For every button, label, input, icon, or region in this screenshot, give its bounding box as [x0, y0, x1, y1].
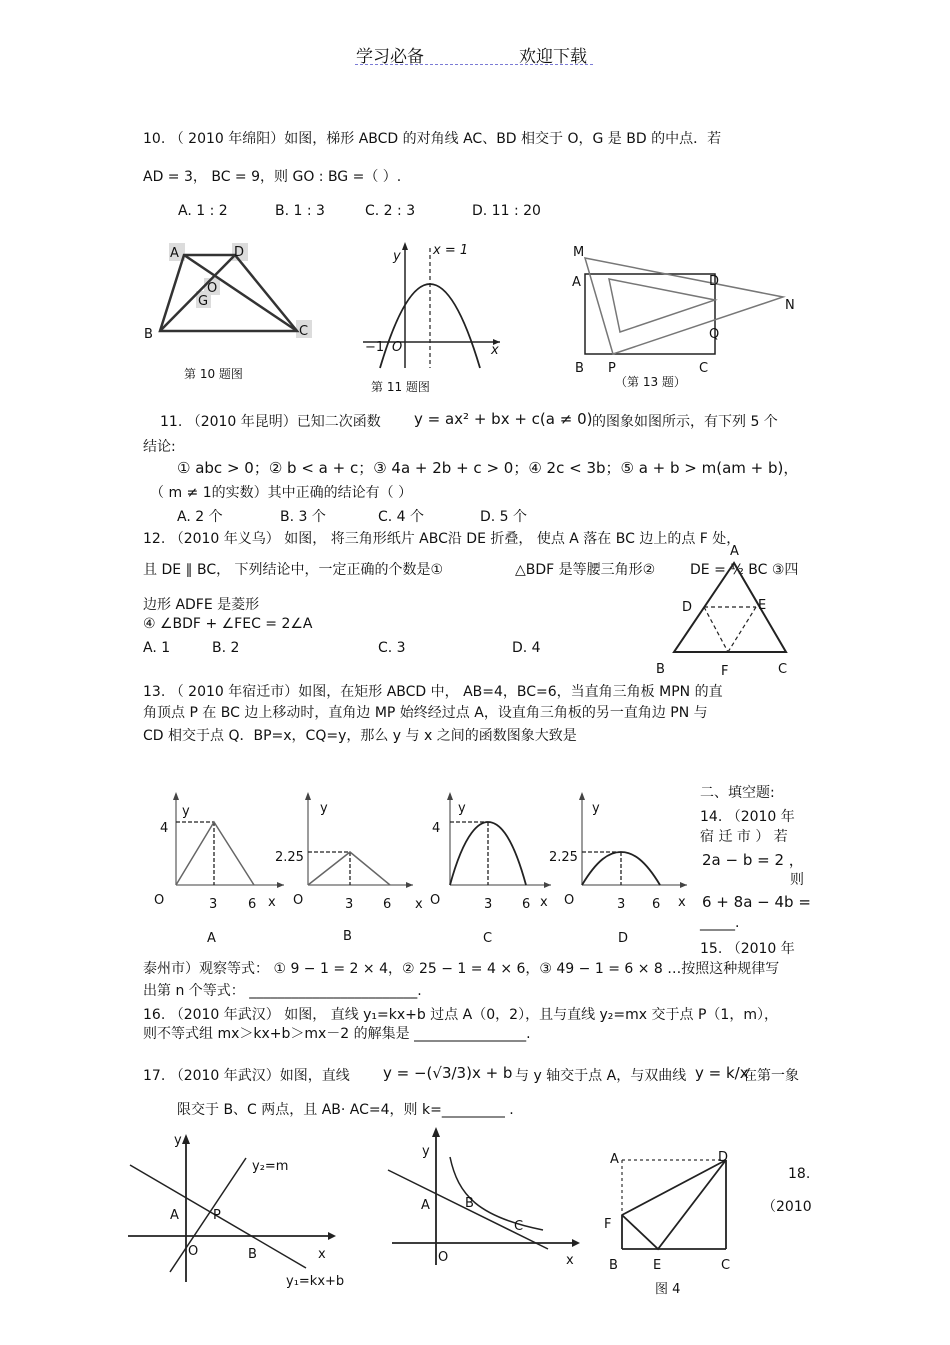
- q13-graph-b: [275, 790, 425, 950]
- graph-b-origin: O: [293, 893, 304, 908]
- fig16-line-y2: [170, 1158, 246, 1272]
- fig16-y-arrow: [182, 1134, 190, 1144]
- q10-option-b: B. 1 : 3: [275, 203, 325, 219]
- fig12-label-e: E: [758, 598, 767, 613]
- fig11-label-o: O: [392, 340, 403, 355]
- fig10-label-a: A: [170, 246, 179, 261]
- graph-b-letter: B: [343, 929, 352, 944]
- fig13-label-c: C: [699, 361, 709, 376]
- graph-a-line: [176, 822, 254, 885]
- fig10-label-c: C: [299, 324, 309, 339]
- fig17-label-y: y: [422, 1144, 430, 1159]
- fig16-x-arrow: [328, 1232, 336, 1240]
- q12-option-d: D. 4: [512, 640, 541, 656]
- q17-line1b: 与 y 轴交于点 A，与双曲线: [515, 1068, 687, 1084]
- fig11-label-y: y: [393, 249, 401, 264]
- q17-line1c: 在第一象: [743, 1068, 799, 1084]
- q11-conclusions: ① abc > 0；② b < a + c；③ 4a + 2b + c > 0；④ 2c < 3b；⑤ a + b > m(am + b)，: [177, 459, 799, 477]
- fig18-label-e: E: [653, 1258, 662, 1273]
- graph-c-x-label: x: [540, 895, 548, 910]
- fig11-label-minus1: −1: [365, 340, 385, 355]
- q11-line4: （ m ≠ 1的实数）其中正确的结论有（ ）: [150, 485, 413, 501]
- q17-formula2: y = k/x: [695, 1064, 749, 1082]
- q12-line2c: DE = ½ BC ③四: [690, 562, 799, 578]
- fig13-label-a: A: [572, 275, 581, 290]
- fig17-label-x: x: [566, 1253, 574, 1268]
- q17-line1a: 17. （2010 年武汉）如图，直线: [143, 1068, 350, 1084]
- q11-line1a: 11. （2010 年昆明）已知二次函数: [160, 414, 381, 430]
- fig12-label-f: F: [721, 664, 729, 679]
- fig11-y-arrow: [402, 242, 408, 250]
- fig12-label-a: A: [730, 544, 739, 559]
- fig12-folded-triangle: [650, 544, 805, 680]
- graph-d-xend: 6: [652, 897, 661, 912]
- q16-line1: 16. （2010 年武汉） 如图， 直线 y₁=kx+b 过点 A（0，2），且与直线 y₂=mx 交于点 P（1，m），: [143, 1007, 778, 1023]
- fig12-label-d: D: [682, 600, 693, 615]
- fig16-label-a: A: [170, 1208, 179, 1223]
- fig18-label-a: A: [610, 1152, 619, 1167]
- fig18-label-f: F: [604, 1217, 612, 1232]
- q10-option-a: A. 1 : 2: [178, 203, 228, 219]
- fill-title: 二、填空题:: [700, 785, 775, 801]
- fig11-caption: 第 11 题图: [371, 380, 430, 394]
- graph-c-y-label: y: [458, 801, 466, 816]
- q10-option-d: D. 11 : 20: [472, 203, 541, 219]
- q13-graph-c: [425, 790, 555, 950]
- graph-b-y-arrow: [305, 792, 311, 800]
- graph-c-ymax: 4: [432, 821, 441, 836]
- graph-a-y-label: y: [182, 804, 190, 819]
- q11-option-b: B. 3 个: [280, 509, 326, 525]
- graph-c-y-arrow: [447, 792, 453, 800]
- q11-line1b: 的图象如图所示，有下列 5 个: [592, 414, 778, 430]
- fig18-square: [600, 1145, 750, 1300]
- q18-line1: 18.: [788, 1166, 811, 1182]
- fig13-label-m: M: [573, 245, 585, 260]
- fig18-caption: 图 4: [655, 1282, 681, 1297]
- fig18-label-b: B: [609, 1258, 618, 1273]
- graph-d-x-arrow: [680, 882, 687, 888]
- fig17-label-b: B: [465, 1196, 474, 1211]
- graph-a-xmid: 3: [209, 897, 218, 912]
- q12-line4: ④ ∠BDF + ∠FEC = 2∠A: [143, 616, 313, 632]
- fig11-parabola: [355, 238, 505, 373]
- graph-a-xend: 6: [248, 897, 257, 912]
- fig17-y-arrow: [432, 1127, 440, 1137]
- q11-option-a: A. 2 个: [177, 509, 223, 525]
- fig10-label-b: B: [144, 327, 153, 342]
- q12-line2a: 且 DE ∥ BC， 下列结论中，一定正确的个数是①: [143, 562, 444, 578]
- graph-b-x-arrow: [406, 882, 413, 888]
- q15-line2: 泰州市）观察等式： ① 9 − 1 = 2 × 4，② 25 − 1 = 4 × 6，③ 49 − 1 = 6 × 8 …按照这种规律写: [143, 961, 780, 977]
- q12-option-c: C. 3: [378, 640, 406, 656]
- q18-line2: （2010: [762, 1199, 812, 1215]
- q17-formula1: y = −(√3/3)x + b: [383, 1064, 513, 1082]
- fig13-label-q: Q: [709, 327, 720, 342]
- q14-line4: 则: [790, 872, 804, 888]
- header-right: 欢迎下载: [519, 47, 587, 67]
- fig13-label-n: N: [785, 298, 795, 313]
- fig10-label-g: G: [198, 294, 209, 309]
- fig17-label-c: C: [514, 1219, 524, 1234]
- fig13-caption: （第 13 题）: [615, 375, 686, 389]
- graph-d-curve: [582, 852, 660, 885]
- fig13-inner-triangle: [609, 279, 715, 332]
- fig16-lines: [128, 1132, 358, 1292]
- fig16-label-b: B: [248, 1247, 257, 1262]
- graph-b-y-label: y: [320, 801, 328, 816]
- graph-d-y-arrow: [579, 792, 585, 800]
- fig10-label-o: O: [207, 281, 218, 296]
- fig16-label-y2: y₂=m: [252, 1159, 289, 1174]
- graph-b-x-label: x: [415, 897, 423, 912]
- q10-line1: 10. （ 2010 年绵阳）如图，梯形 ABCD 的对角线 AC、BD 相交于 O，G 是 BD 的中点．若: [143, 131, 722, 147]
- q12-line3: 边形 ADFE 是菱形: [143, 597, 260, 613]
- fig10-caption: 第 10 题图: [184, 367, 243, 381]
- fig11-label-x: x: [491, 343, 499, 358]
- fig13-rectangle-triangle: [565, 242, 805, 382]
- graph-a-ymax: 4: [160, 821, 169, 836]
- graph-d-y-label: y: [592, 801, 600, 816]
- q14-line3: 2a − b = 2 ，: [702, 851, 804, 869]
- graph-d-origin: O: [564, 893, 575, 908]
- graph-c-letter: C: [483, 931, 493, 946]
- q11-formula: y = ax² + bx + c(a ≠ 0): [414, 410, 593, 428]
- q11-line2: 结论:: [143, 439, 176, 455]
- q16-line2: 则不等式组 mx＞kx+b＞mx－2 的解集是 ________________.: [143, 1026, 531, 1042]
- graph-c-origin: O: [430, 893, 441, 908]
- fig17-curve: [450, 1157, 543, 1230]
- q15-line3: 出第 n 个等式： ________________________.: [143, 983, 422, 999]
- q10-option-c: C. 2 : 3: [365, 203, 416, 219]
- fig18-fold: [622, 1160, 726, 1249]
- fig10-label-d: D: [234, 245, 245, 260]
- graph-a-origin: O: [154, 893, 165, 908]
- graph-d-letter: D: [618, 931, 629, 946]
- graph-a-y-arrow: [173, 792, 179, 800]
- fig12-label-c: C: [778, 662, 788, 677]
- q13-line3: CD 相交于点 Q．BP=x，CQ=y，那么 y 与 x 之间的函数图象大致是: [143, 728, 577, 744]
- fig16-label-y1: y₁=kx+b: [286, 1274, 345, 1289]
- graph-c-xend: 6: [522, 897, 531, 912]
- fig16-label-x: x: [318, 1247, 326, 1262]
- graph-c-xmid: 3: [484, 897, 493, 912]
- fig17-label-a: A: [421, 1198, 430, 1213]
- fig13-label-b: B: [575, 361, 584, 376]
- fig18-label-c: C: [721, 1258, 731, 1273]
- fig13-label-d: D: [709, 274, 720, 289]
- fig16-label-p: P: [213, 1208, 221, 1223]
- q15-line1: 15. （2010 年: [700, 941, 795, 957]
- graph-a-letter: A: [207, 931, 216, 946]
- q11-option-c: C. 4 个: [378, 509, 425, 525]
- fig12-label-b: B: [656, 662, 665, 677]
- fig17-label-o: O: [438, 1250, 449, 1265]
- q14-line2: 宿 迁 市 ） 若: [700, 829, 788, 845]
- q14-line6: _____.: [700, 915, 740, 931]
- fig17-hyperbola: [388, 1125, 593, 1275]
- header-underline: [355, 64, 593, 65]
- fig18-label-d: D: [718, 1150, 729, 1165]
- graph-d-ymax: 2.25: [549, 850, 578, 865]
- fig12-fold-df: [704, 607, 728, 652]
- fig16-label-o: O: [188, 1244, 199, 1259]
- graph-b-ymax: 2.25: [275, 850, 304, 865]
- fig13-label-p: P: [608, 361, 616, 376]
- fig10-trapezoid-shape: [160, 255, 297, 331]
- q12-option-b: B. 2: [212, 640, 240, 656]
- q14-line5: 6 + 8a − 4b =: [702, 893, 811, 911]
- q12-line1: 12. （2010 年义乌） 如图， 将三角形纸片 ABC沿 DE 折叠， 使点 A 落在 BC 边上的点 F 处，: [143, 531, 741, 547]
- graph-b-line: [308, 852, 390, 885]
- q11-option-d: D. 5 个: [480, 509, 528, 525]
- fig10-trapezoid: [140, 240, 320, 350]
- header-left: 学习必备: [356, 47, 424, 67]
- graph-d-xmid: 3: [617, 897, 626, 912]
- graph-b-xmid: 3: [345, 897, 354, 912]
- fig11-label-x1: x = 1: [433, 243, 469, 258]
- q13-line1: 13. （ 2010 年宿迁市）如图，在矩形 ABCD 中， AB=4，BC=6，当直角三角板 MPN 的直: [143, 684, 723, 700]
- graph-a-x-label: x: [268, 895, 276, 910]
- q13-graph-d: [545, 790, 695, 950]
- q12-option-a: A. 1: [143, 640, 171, 656]
- q14-line1: 14. （2010 年: [700, 809, 795, 825]
- fig16-label-y: y: [174, 1133, 182, 1148]
- q13-graph-a: [150, 790, 285, 950]
- q12-line2b: △BDF 是等腰三角形②: [515, 562, 656, 578]
- fig17-x-arrow: [572, 1239, 580, 1247]
- q10-line2: AD = 3， BC = 9，则 GO : BG =（ ）.: [143, 169, 402, 185]
- graph-b-xend: 6: [383, 897, 392, 912]
- graph-d-x-label: x: [678, 895, 686, 910]
- q13-line2: 角顶点 P 在 BC 边上移动时，直角边 MP 始终经过点 A，设直角三角板的另一直角边 PN 与: [143, 705, 708, 721]
- q17-line2: 限交于 B、C 两点，且 AB· AC=4，则 k=_________ .: [177, 1102, 514, 1118]
- fig12-fold-ef: [728, 607, 756, 652]
